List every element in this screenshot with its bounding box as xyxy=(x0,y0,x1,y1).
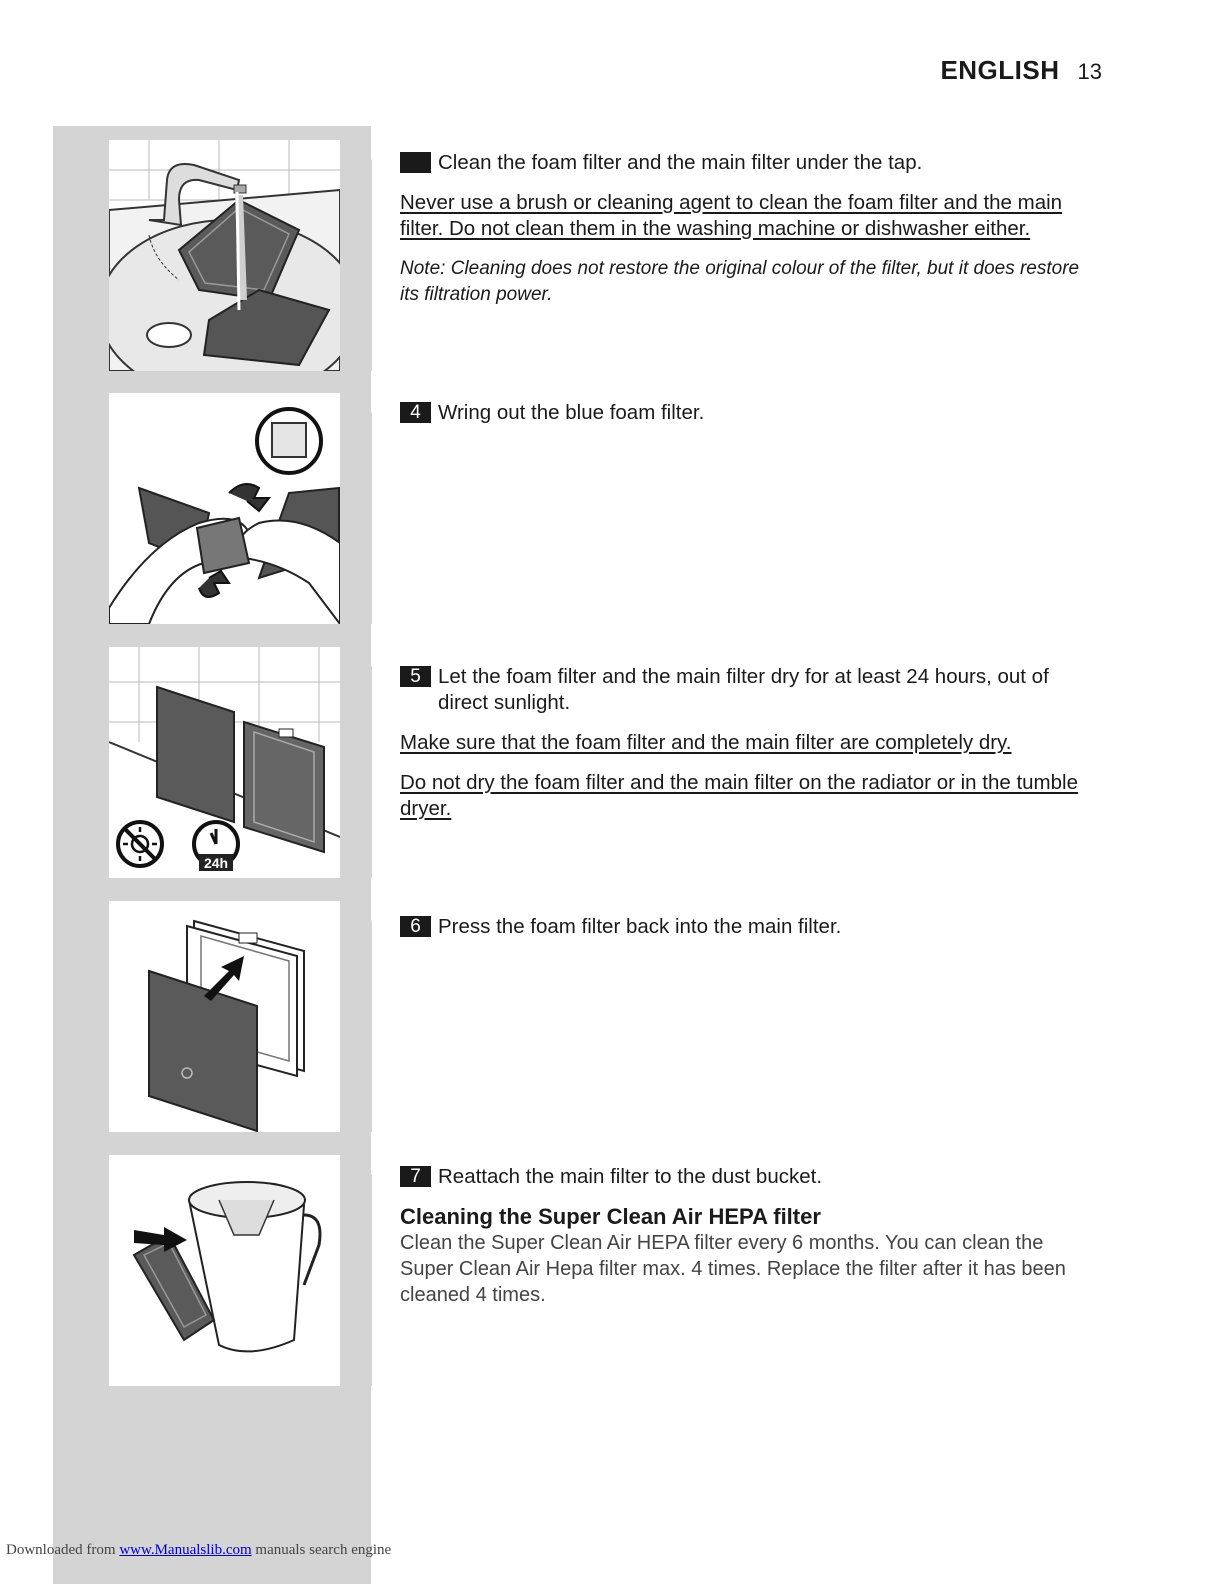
warning-text: Never use a brush or cleaning agent to clean the foam filter and the main filter. Do not clean them in the washing machine or dishwasher either. xyxy=(400,191,1063,240)
footer-suffix: manuals search engine xyxy=(255,1542,392,1558)
step-wring-filter xyxy=(400,400,1100,426)
section-heading: Cleaning the Super Clean Air HEPA filter xyxy=(400,1204,821,1229)
step-number-badge: 4 xyxy=(400,402,431,423)
step-text: Reattach the main filter to the dust bucket. xyxy=(438,1165,823,1188)
step-number-badge: 6 xyxy=(400,916,431,937)
illustration-tab xyxy=(340,901,372,1132)
step-text: Press the foam filter back into the main filter. xyxy=(438,915,842,938)
step-number-badge: 7 xyxy=(400,1166,431,1187)
step-reattach-filter xyxy=(400,1164,1100,1308)
warning-text: Do not dry the foam filter and the main filter on the radiator or in the tumble dryer. xyxy=(400,771,1078,820)
step-number-badge: 5 xyxy=(400,666,431,687)
step-text: Wring out the blue foam filter. xyxy=(438,401,705,424)
section-body: Clean the Super Clean Air HEPA filter every 6 months. You can clean the Super Clean Air Hepa filter max. 4 times. Replace the filter after it has been cleaned 4 times. xyxy=(400,1232,1066,1306)
tap-washing-filter-illustration xyxy=(109,140,340,371)
manualslib-link[interactable]: www.Manualslib.com xyxy=(119,1542,252,1558)
no-sun-icon xyxy=(115,819,165,869)
warning-text: Make sure that the foam filter and the main filter are completely dry. xyxy=(400,731,1012,754)
step-number-badge xyxy=(400,152,431,173)
footer-prefix: Downloaded from xyxy=(6,1542,116,1558)
step-dry-filters xyxy=(400,664,1100,822)
step-text: Let the foam filter and the main filter dry for at least 24 hours, out of direct sunlight. xyxy=(438,665,1049,714)
insert-filter-illustration xyxy=(109,901,340,1132)
attach-filter-illustration xyxy=(109,1155,340,1386)
download-footer xyxy=(6,1542,391,1559)
wring-foam-filter-illustration xyxy=(109,393,340,624)
language-label: ENGLISH xyxy=(940,55,1060,85)
page-header xyxy=(940,55,1102,86)
illustration-tab xyxy=(340,140,372,371)
illustration-tab xyxy=(340,1155,372,1386)
step-press-filter xyxy=(400,914,1100,940)
step-clean-filters xyxy=(400,150,1100,308)
illustration-tab xyxy=(340,647,372,878)
note-text: Note: Cleaning does not restore the original colour of the filter, but it does restore its filtration power. xyxy=(400,258,1080,305)
page-number: 13 xyxy=(1077,59,1102,84)
clock-icon xyxy=(189,819,243,873)
step-text: Clean the foam filter and the main filter under the tap. xyxy=(438,151,923,174)
dry-filters-illustration xyxy=(109,647,340,878)
dry-time-label: 24h xyxy=(203,855,229,871)
illustration-tab xyxy=(340,393,372,624)
